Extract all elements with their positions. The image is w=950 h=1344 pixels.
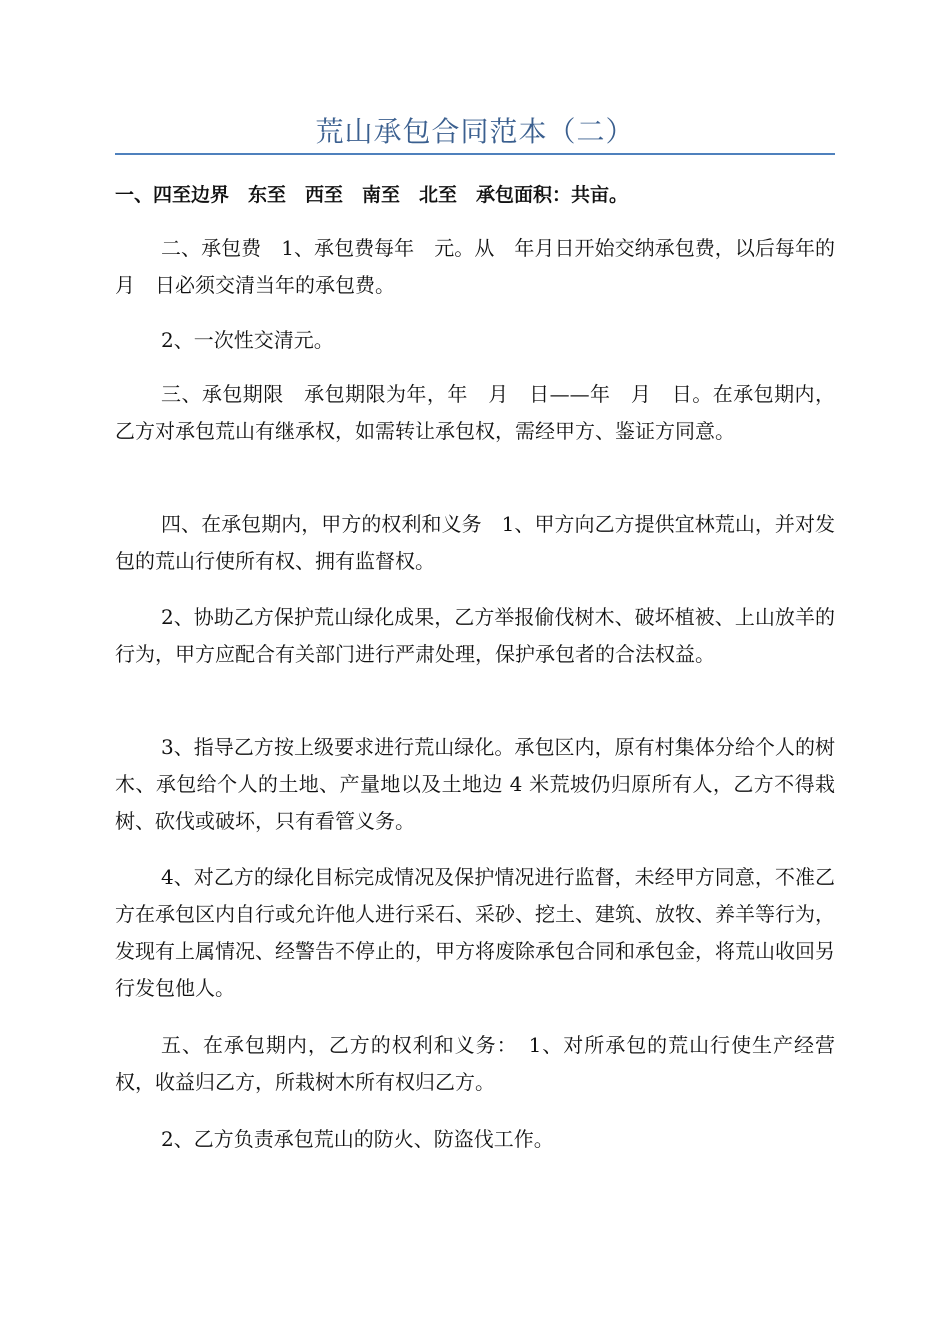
paragraph-fire-prevention: 2、乙方负责承包荒山的防火、防盗伐工作。: [161, 1127, 554, 1151]
paragraph-fee: 二、承包费 1、承包费每年 元。从 年月日开始交纳承包费，以后每年的 月 日必须交清当年的承包费。: [115, 236, 855, 297]
paragraph-protect-greening: 2、协助乙方保护荒山绿化成果，乙方举报偷伐树木、破坏植被、上山放羊的行为，甲方应配合有关部门进行严肃处理，保护承包者的合法权益。: [115, 605, 835, 666]
title-underline: [115, 153, 835, 155]
paragraph-party-a-rights: 四、在承包期内，甲方的权利和义务 1、甲方向乙方提供宜林荒山，并对发包的荒山行使所有权、拥有监督权。: [115, 512, 835, 573]
section-heading-boundaries: 一、四至边界 东至 西至 南至 北至 承包面积：共亩。: [115, 184, 629, 206]
document-title: 荒山承包合同范本（二）: [315, 115, 635, 148]
paragraph-term: 三、承包期限 承包期限为年，年 月 日——年 月 日。在承包期内，乙方对承包荒山有继承权，如需转让承包权，需经甲方、鉴证方同意。: [115, 382, 835, 443]
paragraph-guide-greening: 3、指导乙方按上级要求进行荒山绿化。承包区内，原有村集体分给个人的树木、承包给个人的土地、产量地以及土地边 4 米荒坡仍归原所有人，乙方不得栽树、砍伐或破坏，只有看管义务。: [115, 735, 835, 833]
paragraph-party-b-rights: 五、在承包期内，乙方的权利和义务： 1、对所承包的荒山行使生产经营权，收益归乙方，所栽树木所有权归乙方。: [115, 1033, 835, 1094]
paragraph-supervision: 4、对乙方的绿化目标完成情况及保护情况进行监督，未经甲方同意，不准乙方在承包区内自行或允许他人进行采石、采砂、挖土、建筑、放牧、养羊等行为，发现有上属情况、经警告不停止的，甲方将废除承包合同和承包金，将荒山收回另行发包他人。: [115, 865, 835, 1000]
paragraph-lump-sum: 2、一次性交清元。: [161, 328, 334, 352]
